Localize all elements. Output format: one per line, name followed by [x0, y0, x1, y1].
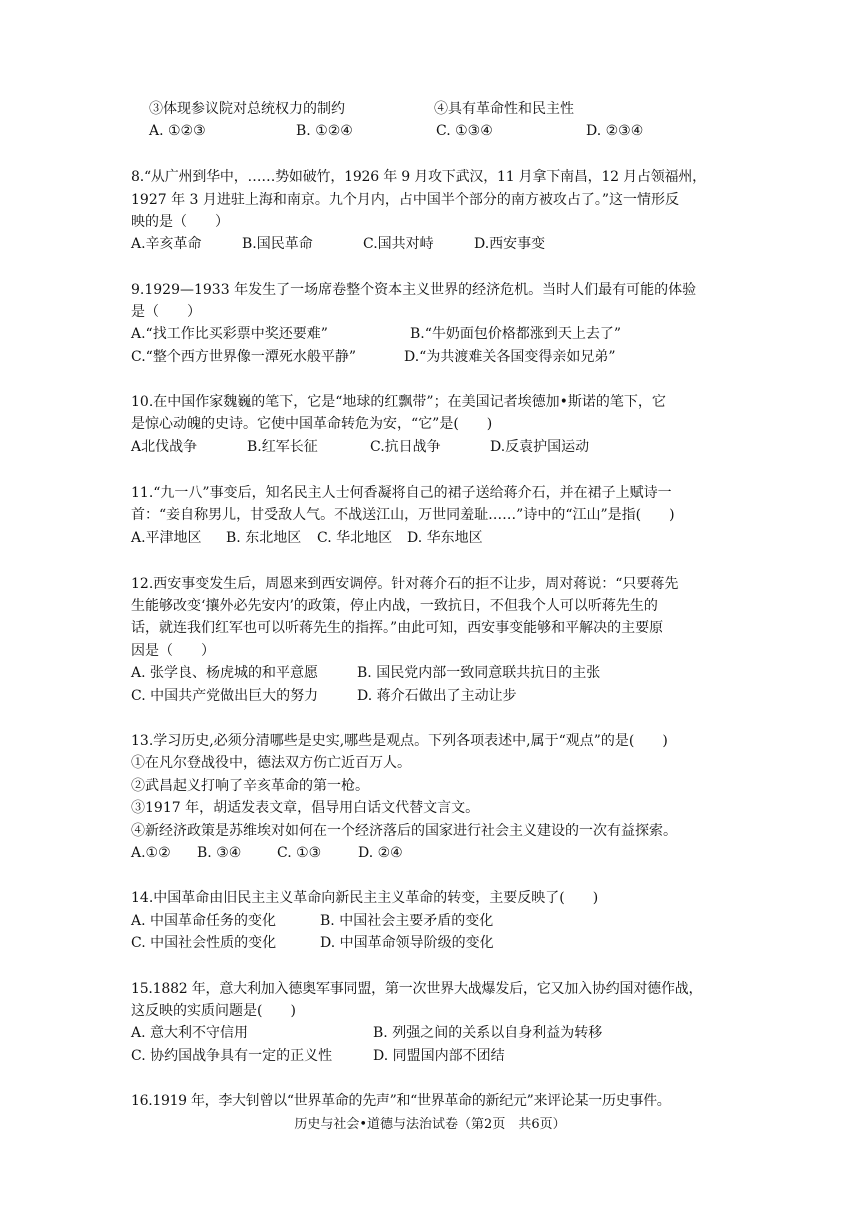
q7-option-a: A. ①②③ — [149, 123, 206, 139]
q7-option-d: D. ②③④ — [586, 123, 644, 139]
q9-stem-line: 9.1929—1933 年发生了一场席卷整个资本主义世界的经济危机。当时人们最有可能的体验 — [131, 282, 697, 298]
q13-option-d: D. ②④ — [358, 845, 403, 861]
q12-stem-line: 话，就连我们红军也可以听蒋先生的指挥。”由此可知，西安事变能够和平解决的主要原 — [131, 620, 664, 636]
q14-option-b: B. 中国社会主要矛盾的变化 — [320, 913, 494, 929]
q13-statement: ④新经济政策是苏维埃对如何在一个经济落后的国家进行社会主义建设的一次有益探索。 — [131, 823, 677, 839]
q8-option-c: C.国共对峙 — [363, 236, 434, 252]
q13-statement: ②武昌起义打响了辛亥革命的第一枪。 — [131, 778, 369, 794]
q13-statement: ③1917 年，胡适发表文章，倡导用白话文代替文言文。 — [131, 800, 480, 816]
q7-option-b: B. ①②④ — [296, 123, 353, 139]
q11-option-d: D. 华东地区 — [407, 530, 483, 546]
q14-stem-line: 14.中国革命由旧民主主义革命向新民主主义革命的转变，主要反映了( ) — [131, 890, 599, 906]
q15-stem-line: 这反映的实质问题是( ) — [131, 1003, 296, 1019]
q11-option-b: B. 东北地区 — [226, 530, 302, 546]
q9-option-c: C.“整个西方世界像一潭死水般平静” — [131, 349, 356, 365]
q10-option-c: C.抗日战争 — [370, 439, 441, 455]
q11-option-a: A.平津地区 — [131, 530, 202, 546]
q14-option-a: A. 中国革命任务的变化 — [131, 913, 277, 929]
q8-stem-line: 映的是（ ） — [131, 214, 229, 230]
q13-stem-line: 13.学习历史,必须分清哪些是史实,哪些是观点。下列各项表述中,属于“观点”的是( ) — [131, 733, 668, 749]
q13-option-b: B. ③④ — [197, 845, 242, 861]
q12-stem-line: 12.西安事变发生后，周恩来到西安调停。针对蒋介石的拒不让步，周对蒋说：“只要蒋先 — [131, 576, 679, 592]
q12-option-c: C. 中国共产党做出巨大的努力 — [131, 688, 319, 704]
q16-stem-line: 16.1919 年，李大钊曾以“世界革命的先声”和“世界革命的新纪元”来评论某一历史事件。 — [131, 1093, 671, 1109]
q13-option-a: A.①② — [131, 845, 171, 861]
q15-option-d: D. 同盟国内部不团结 — [373, 1048, 505, 1064]
q9-option-b: B.“牛奶面包价格都涨到天上去了” — [410, 326, 622, 342]
q12-option-a: A. 张学良、杨虎城的和平意愿 — [131, 665, 319, 681]
q15-option-c: C. 协约国战争具有一定的正义性 — [131, 1048, 333, 1064]
q13-option-c: C. ①③ — [277, 845, 322, 861]
q11-stem-line: 首：“妾自称男儿，甘受敌人气。不战送江山，万世同羞耻……”诗中的“江山”是指( ) — [131, 507, 675, 523]
statement-3: ③体现参议院对总统权力的制约 — [149, 101, 345, 117]
q8-option-b: B.国民革命 — [242, 236, 313, 252]
statement-4: ④具有革命性和民主性 — [434, 101, 574, 117]
q10-stem-line: 10.在中国作家魏巍的笔下，它是“地球的红飘带”；在美国记者埃德加•斯诺的笔下，它 — [131, 394, 666, 410]
q9-option-a: A.“找工作比买彩票中奖还要难” — [131, 326, 328, 342]
q9-stem-line: 是（ ） — [131, 304, 201, 320]
q8-option-a: A.辛亥革命 — [131, 236, 202, 252]
q10-stem-line: 是惊心动魄的史诗。它使中国革命转危为安，“它”是( ) — [131, 416, 493, 432]
q8-stem-line: 8.“从广州到华中，……势如破竹，1926 年 9 月攻下武汉，11 月拿下南昌，12 月占领福州， — [131, 169, 706, 185]
q10-option-a: A北伐战争 — [131, 439, 198, 455]
q12-option-d: D. 蒋介石做出了主动让步 — [357, 688, 517, 704]
q7-option-c: C. ①③④ — [436, 123, 493, 139]
q10-option-b: B.红军长征 — [247, 439, 318, 455]
q14-option-c: C. 中国社会性质的变化 — [131, 935, 277, 951]
q12-stem-line: 因是（ ） — [131, 643, 215, 659]
q13-statement: ①在凡尔登战役中，德法双方伤亡近百万人。 — [131, 755, 411, 771]
q9-option-d: D.“为共渡难关各国变得亲如兄弟” — [404, 349, 616, 365]
q12-stem-line: 生能够改变‘攘外必先安内’的政策，停止内战，一致抗日，不但我个人可以听蒋先生的 — [131, 598, 658, 614]
q10-option-d: D.反袁护国运动 — [490, 439, 590, 455]
q11-stem-line: 11.“九一八”事变后，知名民主人士何香凝将自己的裙子送给蒋介石，并在裙子上赋诗一 — [131, 485, 672, 501]
q15-option-a: A. 意大利不守信用 — [131, 1025, 249, 1041]
q12-option-b: B. 国民党内部一致同意联共抗日的主张 — [357, 665, 601, 681]
q15-stem-line: 15.1882 年，意大利加入德奥军事同盟，第一次世界大战爆发后，它又加入协约国对德作战， — [131, 981, 703, 997]
page-footer: 历史与社会•道德与法治试卷（第2页 共6页） — [294, 1117, 566, 1132]
q8-stem-line: 1927 年 3 月进驻上海和南京。九个月内，占中国半个部分的南方被攻占了。”这一情形反 — [131, 192, 680, 208]
q8-option-d: D.西安事变 — [474, 236, 546, 252]
q14-option-d: D. 中国革命领导阶级的变化 — [320, 935, 494, 951]
q11-option-c: C. 华北地区 — [317, 530, 393, 546]
q15-option-b: B. 列强之间的关系以自身利益为转移 — [373, 1025, 603, 1041]
